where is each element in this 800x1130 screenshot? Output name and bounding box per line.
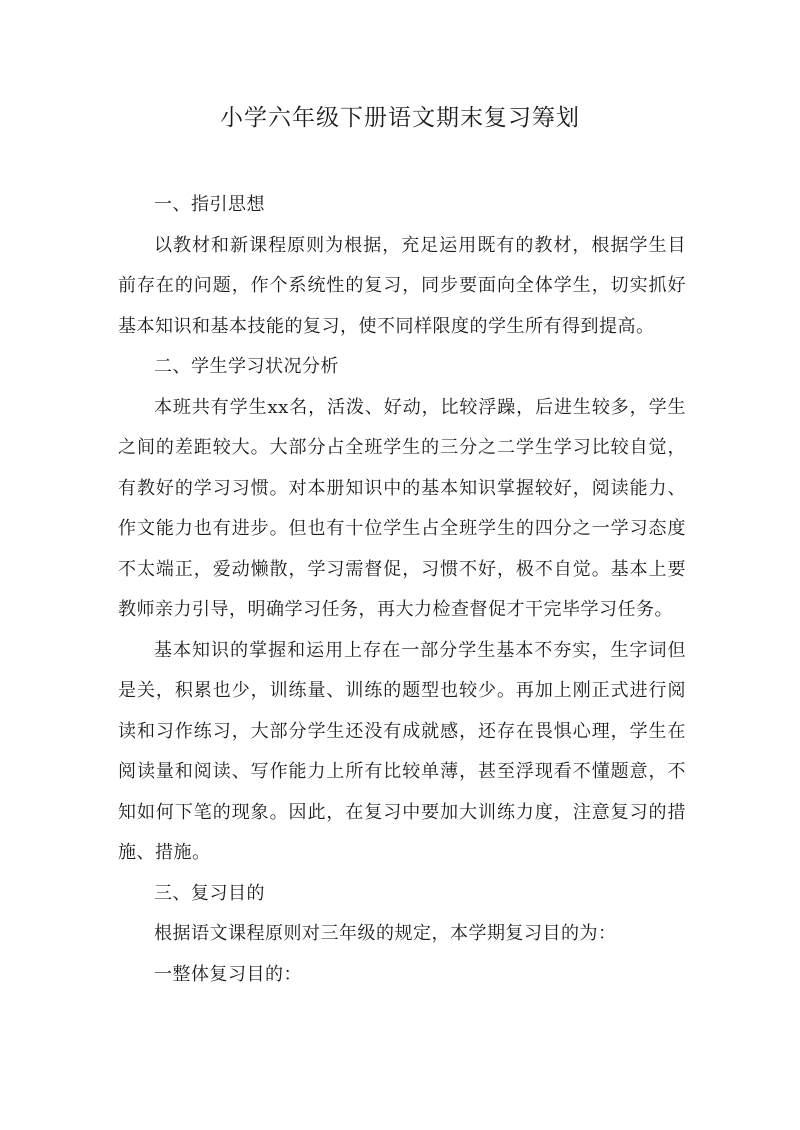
paragraph-review-goals-intro: 根据语文课程原则对三年级的规定，本学期复习目的为： (154, 923, 617, 944)
section-heading-overall-goals: 一整体复习目的： (154, 963, 302, 985)
section-heading-student-analysis: 二、学生学习状况分析 (154, 356, 339, 377)
paragraph-basic-knowledge: 基本知识的掌握和运用上存在一部分学生基本不夯实，生字词但是关，积累也少，训练量、训练的题型也较少。再加上刚正式进行阅读和习作练习，大部分学生还没有成就感，还存在畏惧心理，学生在阅读量和阅读、写作能力上所有比较单薄，甚至浮现看不懂题意，不知如何下笔的现象。因此，在复习中要加大训练力度，注意复习的措施、措施。 (118, 639, 686, 863)
document-body (118, 185, 686, 995)
document-title: 小学六年级下册语文期末复习筹划 (220, 105, 580, 131)
section-heading-review-goals: 三、复习目的 (154, 882, 265, 904)
paragraph-class-overview: 本班共有学生xx名，活泼、好动，比较浮躁，后进生较多，学生之间的差距较大。大部分占全班学生的三分之二学生学习比较自觉，有教好的学习习惯。对本册知识中的基本知识掌握较好，阅读能力、作文能力也有进步。但也有十位学生占全班学生的四分之一学习态度不太端正，爱动懒散，学习需督促，习惯不好，极不自觉。基本上要教师亲力引导，明确学习任务，再大力检查督促才干完毕学习任务。 (118, 396, 686, 620)
section-heading-guiding-thought: 一、指引思想 (154, 194, 265, 215)
paragraph-guiding-thought: 以教材和新课程原则为根据，充足运用既有的教材，根据学生目前存在的问题，作个系统性的复习，同步要面向全体学生，切实抓好基本知识和基本技能的复习，使不同样限度的学生所有得到提高。 (118, 234, 686, 337)
